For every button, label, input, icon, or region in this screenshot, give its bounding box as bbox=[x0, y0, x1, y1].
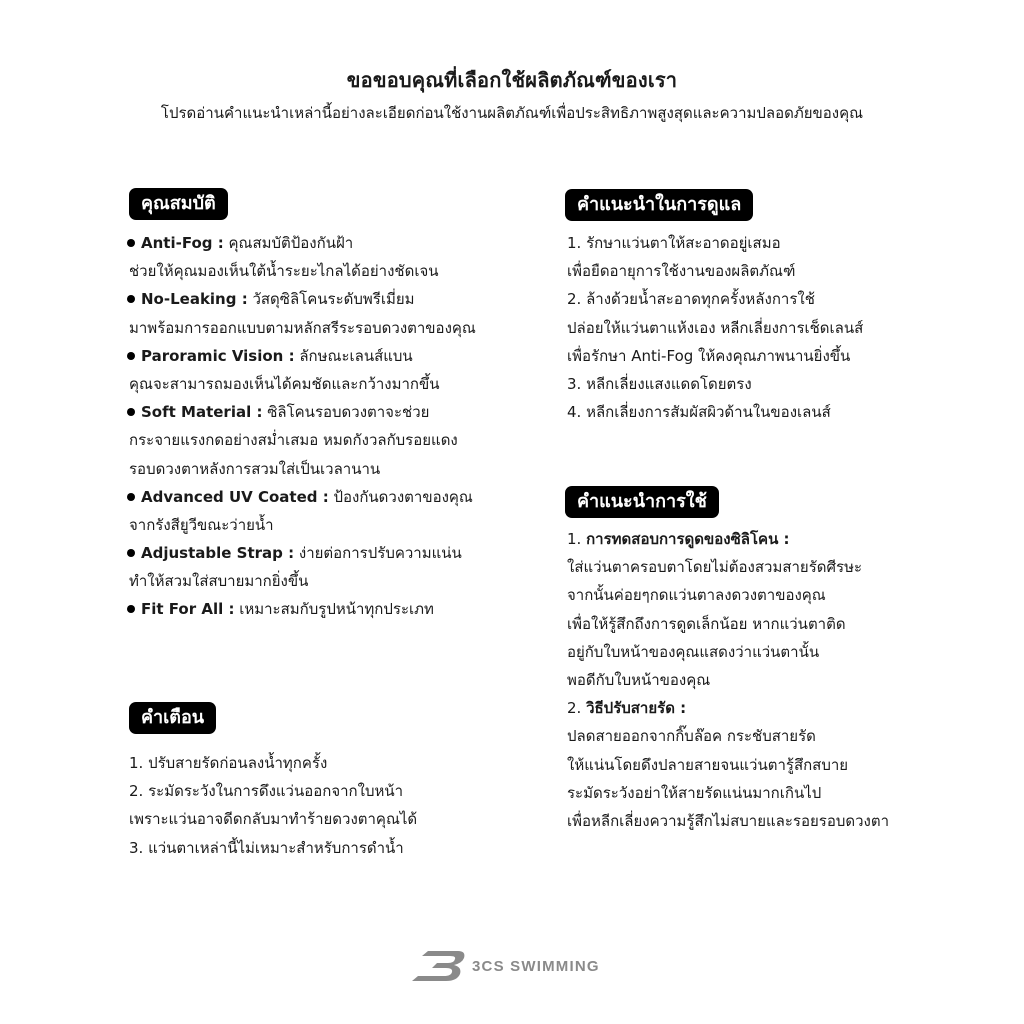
feature-keyword: Fit For All : bbox=[141, 600, 235, 619]
feature-item bbox=[127, 398, 476, 426]
feature-continuation: จากรังสียูวีขณะว่ายน้ำ bbox=[129, 515, 274, 534]
usage-heading: คำแนะนำการใช้ bbox=[565, 486, 719, 518]
feature-keyword: No-Leaking : bbox=[141, 290, 248, 309]
feature-continuation: ช่วยให้คุณมองเห็นใต้น้ำระยะไกลได้อย่างชัดเจน bbox=[129, 262, 439, 281]
care-line: 3. หลีกเลี่ยงแสงแดดโดยตรง bbox=[567, 374, 752, 393]
usage-line: พอดีกับใบหน้าของคุณ bbox=[567, 670, 711, 689]
feature-text: คุณสมบัติป้องกันฝ้า bbox=[223, 234, 354, 252]
warning-line: 1. ปรับสายรัดก่อนลงน้ำทุกครั้ง bbox=[129, 754, 328, 772]
care-line: เพื่อรักษา Anti-Fog ให้คงคุณภาพนานยิ่งขึ้น bbox=[567, 346, 851, 365]
usage-line: ระมัดระวังอย่าให้สายรัดแน่นมากเกินไป bbox=[567, 783, 822, 802]
feature-continuation: กระจายแรงกดอย่างสม่ำเสมอ หมดกังวลกับรอยแดง bbox=[129, 431, 458, 450]
step-number: 1. bbox=[567, 530, 587, 548]
feature-text: ง่ายต่อการปรับความแน่น bbox=[294, 544, 462, 563]
care-heading: คำแนะนำในการดูแล bbox=[565, 189, 753, 221]
feature-item bbox=[127, 229, 476, 257]
feature-continuation: ทำให้สวมใส่สบายมากยิ่งขึ้น bbox=[129, 572, 309, 591]
care-line: ปล่อยให้แว่นตาแห้งเอง หลีกเลี่ยงการเช็ดเลนส์ bbox=[567, 318, 864, 337]
feature-keyword: Paroramic Vision : bbox=[141, 346, 295, 365]
warning-line: 2. ระมัดระวังในการดึงแว่นออกจากใบหน้า bbox=[129, 782, 404, 801]
features-heading: คุณสมบัติ bbox=[129, 188, 228, 220]
usage-line: เพื่อให้รู้สึกถึงการดูดเล็กน้อย หากแว่นตาติด bbox=[567, 614, 846, 633]
step-title: การทดสอบการดูดของซิลิโคน : bbox=[586, 530, 790, 548]
usage-step-2-title bbox=[567, 694, 889, 722]
feature-continuation: มาพร้อมการออกแบบตามหลักสรีระรอบดวงตาของคุณ bbox=[129, 318, 476, 337]
feature-item bbox=[127, 483, 476, 511]
brand-logo bbox=[410, 946, 620, 986]
feature-keyword: Soft Material : bbox=[141, 403, 263, 422]
feature-text: วัสดุซิลิโคนระดับพรีเมี่ยม bbox=[247, 290, 415, 309]
warning-line: 3. แว่นตาเหล่านี้ไม่เหมาะสำหรับการดำน้ำ bbox=[129, 838, 404, 857]
bullet-icon bbox=[127, 408, 135, 416]
usage-line: ให้แน่นโดยดึงปลายสายจนแว่นตารู้สึกสบาย bbox=[567, 755, 849, 774]
feature-keyword: Adjustable Strap : bbox=[141, 544, 295, 563]
page-subtitle: โปรดอ่านคำแนะนำเหล่านี้อย่างละเอียดก่อนใช้งานผลิตภัณฑ์เพื่อประสิทธิภาพสูงสุดและความปลอดภัยของคุณ bbox=[160, 104, 864, 122]
brand-name: 3CS SWIMMING bbox=[472, 957, 600, 975]
page-title: ขอขอบคุณที่เลือกใช้ผลิตภัณฑ์ของเรา bbox=[346, 68, 678, 92]
usage-line: ปลดสายออกจากกิ๊บล๊อค กระชับสายรัด bbox=[567, 727, 816, 746]
warnings-heading: คำเตือน bbox=[129, 702, 216, 734]
feature-text: ซิลิโคนรอบดวงตาจะช่วย bbox=[262, 403, 430, 422]
usage-list bbox=[567, 525, 889, 835]
usage-line: ใส่แว่นตาครอบตาโดยไม่ต้องสวมสายรัดศีรษะ bbox=[567, 558, 863, 577]
step-title: วิธีปรับสายรัด : bbox=[586, 699, 687, 718]
warnings-list bbox=[129, 749, 417, 862]
brand-mark-icon bbox=[410, 949, 466, 983]
features-list bbox=[127, 229, 476, 624]
bullet-icon bbox=[127, 352, 135, 360]
usage-line: เพื่อหลีกเลี่ยงความรู้สึกไม่สบายและรอยรอบดวงตา bbox=[567, 811, 890, 830]
usage-step-1-title bbox=[567, 525, 889, 553]
feature-text: เหมาะสมกับรูปหน้าทุกประเภท bbox=[234, 600, 434, 619]
feature-text: ป้องกันดวงตาของคุณ bbox=[328, 487, 473, 506]
bullet-icon bbox=[127, 493, 135, 501]
care-line: 2. ล้างด้วยน้ำสะอาดทุกครั้งหลังการใช้ bbox=[567, 290, 815, 309]
step-number: 2. bbox=[567, 699, 587, 718]
feature-continuation: คุณจะสามารถมองเห็นได้คมชัดและกว้างมากขึ้น bbox=[129, 374, 440, 393]
feature-continuation: รอบดวงตาหลังการสวมใส่เป็นเวลานาน bbox=[129, 459, 381, 478]
feature-item bbox=[127, 285, 476, 313]
feature-keyword: Anti-Fog : bbox=[141, 234, 224, 252]
feature-text: ลักษณะเลนส์แบน bbox=[294, 346, 413, 365]
bullet-icon bbox=[127, 239, 135, 247]
usage-line: อยู่กับใบหน้าของคุณแสดงว่าแว่นตานั้น bbox=[567, 642, 820, 661]
feature-item bbox=[127, 595, 476, 623]
feature-keyword: Advanced UV Coated : bbox=[141, 487, 329, 506]
feature-item bbox=[127, 342, 476, 370]
warning-line: เพราะแว่นอาจดีดกลับมาทำร้ายดวงตาคุณได้ bbox=[129, 810, 418, 829]
care-line: 4. หลีกเลี่ยงการสัมผัสผิวด้านในของเลนส์ bbox=[567, 403, 831, 422]
bullet-icon bbox=[127, 605, 135, 613]
bullet-icon bbox=[127, 549, 135, 557]
usage-line: จากนั้นค่อยๆกดแว่นตาลงดวงตาของคุณ bbox=[567, 586, 826, 605]
care-list bbox=[567, 229, 863, 426]
care-line: เพื่อยืดอายุการใช้งานของผลิตภัณฑ์ bbox=[567, 262, 796, 281]
feature-item bbox=[127, 539, 476, 567]
care-line: 1. รักษาแว่นตาให้สะอาดอยู่เสมอ bbox=[567, 234, 781, 252]
bullet-icon bbox=[127, 295, 135, 303]
